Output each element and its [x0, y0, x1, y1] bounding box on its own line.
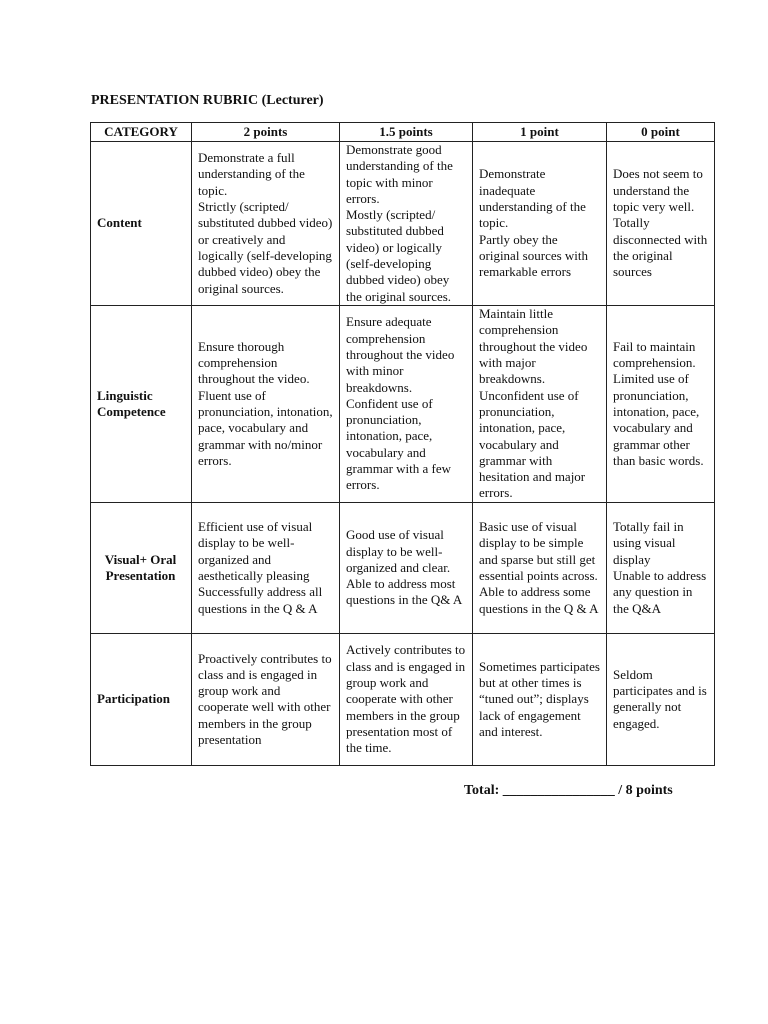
participation-1-5-points: Actively contributes to class and is engaged in group work and cooperate with other members in the group presentation most of the time. — [340, 633, 473, 765]
visual-0-point: Totally fail in using visual display Unable to address any question in the Q&A — [607, 502, 715, 633]
category-visual-oral-presentation: Visual+ Oral Presentation — [91, 502, 192, 633]
linguistic-1-point: Maintain little comprehension throughout the video with major breakdowns. Unconfident use of pronunciation, intonation, pace, vocabulary and grammar with hesitation and major errors. — [473, 305, 607, 502]
participation-0-point: Seldom participates and is generally not engaged. — [607, 633, 715, 765]
header-0-point: 0 point — [607, 123, 715, 142]
header-row — [91, 123, 715, 142]
document-title: PRESENTATION RUBRIC (Lecturer) — [91, 93, 324, 108]
row-content — [91, 142, 715, 306]
content-2-points: Demonstrate a full understanding of the topic. Strictly (scripted/ substituted dubbed video) or creatively and logically (self-developing dubbed video) obey the original sources. — [192, 142, 340, 306]
content-0-point: Does not seem to understand the topic very well. Totally disconnected with the original sources — [607, 142, 715, 306]
header-2-points: 2 points — [192, 123, 340, 142]
category-linguistic-competence: Linguistic Competence — [91, 305, 192, 502]
header-1-5-points: 1.5 points — [340, 123, 473, 142]
content-1-point: Demonstrate inadequate understanding of the topic. Partly obey the original sources with remarkable errors — [473, 142, 607, 306]
visual-2-points: Efficient use of visual display to be well-organized and aesthetically pleasing Successfully address all questions in the Q & A — [192, 502, 340, 633]
participation-1-point: Sometimes participates but at other times is “tuned out”; displays lack of engagement and interest. — [473, 633, 607, 765]
linguistic-1-5-points: Ensure adequate comprehension throughout the video with minor breakdowns. Confident use of pronunciation, intonation, pace, vocabulary and grammar with a few errors. — [340, 305, 473, 502]
content-1-5-points: Demonstrate good understanding of the topic with minor errors. Mostly (scripted/ substituted dubbed video) or logically (self-developing dubbed video) obey the original sources. — [340, 142, 473, 306]
linguistic-0-point: Fail to maintain comprehension. Limited use of pronunciation, intonation, pace, vocabulary and grammar other than basic words. — [607, 305, 715, 502]
row-participation — [91, 633, 715, 765]
visual-1-point: Basic use of visual display to be simple and sparse but still get essential points across. Able to address some questions in the Q & A — [473, 502, 607, 633]
header-1-point: 1 point — [473, 123, 607, 142]
linguistic-2-points: Ensure thorough comprehension throughout the video. Fluent use of pronunciation, intonation, pace, vocabulary and grammar with no/minor errors. — [192, 305, 340, 502]
participation-2-points: Proactively contributes to class and is engaged in group work and cooperate well with other members in the group presentation — [192, 633, 340, 765]
category-participation: Participation — [91, 633, 192, 765]
total-score-line: Total: ________________ / 8 points — [464, 783, 673, 798]
header-category: CATEGORY — [91, 123, 192, 142]
row-linguistic-competence — [91, 305, 715, 502]
category-content: Content — [91, 142, 192, 306]
visual-1-5-points: Good use of visual display to be well-organized and clear. Able to address most questions in the Q& A — [340, 502, 473, 633]
row-visual-oral-presentation — [91, 502, 715, 633]
rubric-table — [90, 122, 715, 766]
